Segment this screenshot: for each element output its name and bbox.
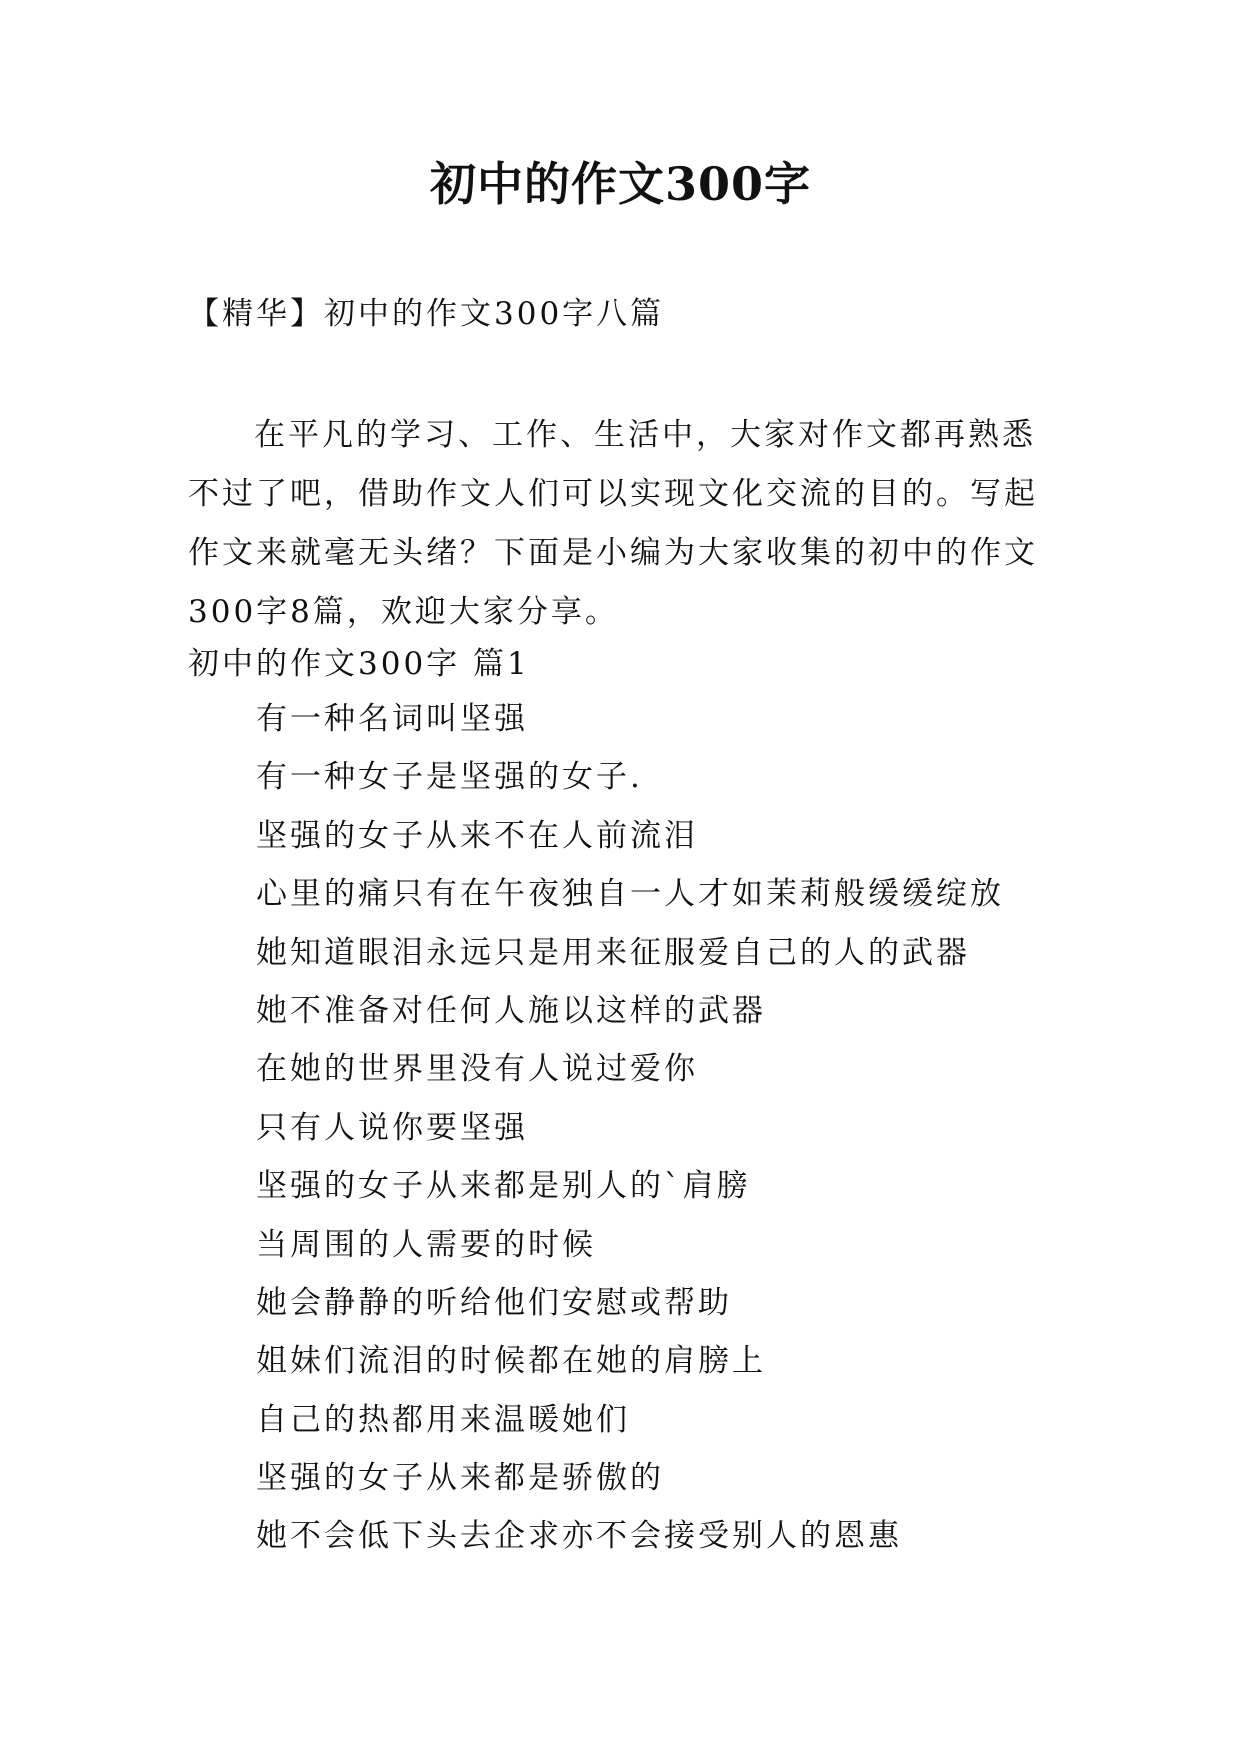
poem-lines [256, 690, 1004, 1566]
poem-line: 坚强的女子从来都是骄傲的 [256, 1460, 664, 1497]
essay-heading: 初中的作文300字 篇1 [188, 646, 530, 682]
poem-line: 在她的世界里没有人说过爱你 [256, 1051, 698, 1088]
poem-line: 只有人说你要坚强 [256, 1109, 528, 1146]
poem-line: 心里的痛只有在午夜独自一人才如茉莉般缓缓绽放 [256, 876, 1004, 913]
poem-line: 当周围的人需要的时候 [256, 1226, 596, 1263]
intro-paragraph: 在平凡的学习、工作、生活中，大家对作文都再熟悉不过了吧，借助作文人们可以实现文化交流的目的。写起作文来就毫无头绪？下面是小编为大家收集的初中的作文300字8篇，欢迎大家分享。 [188, 417, 1038, 630]
poem-line: 坚强的女子从来不在人前流泪 [256, 817, 698, 854]
poem-line: 坚强的女子从来都是别人的`肩膀 [256, 1168, 751, 1205]
page-title: 初中的作文300字 [429, 157, 812, 211]
poem-line: 有一种名词叫坚强 [256, 701, 528, 737]
poem-line: 她知道眼泪永远只是用来征服爱自己的人的武器 [256, 934, 970, 971]
document-subtitle: 【精华】初中的作文300字八篇 [188, 296, 665, 332]
poem-line: 姐妹们流泪的时候都在她的肩膀上 [256, 1343, 766, 1380]
poem-line: 她会静静的听给他们安慰或帮助 [256, 1284, 732, 1321]
poem-line: 她不会低下头去企求亦不会接受别人的恩惠 [256, 1518, 902, 1555]
poem-line: 她不准备对任何人施以这样的武器 [256, 992, 766, 1029]
poem-line: 有一种女子是坚强的女子. [256, 759, 643, 796]
poem-line: 自己的热都用来温暖她们 [256, 1401, 630, 1438]
